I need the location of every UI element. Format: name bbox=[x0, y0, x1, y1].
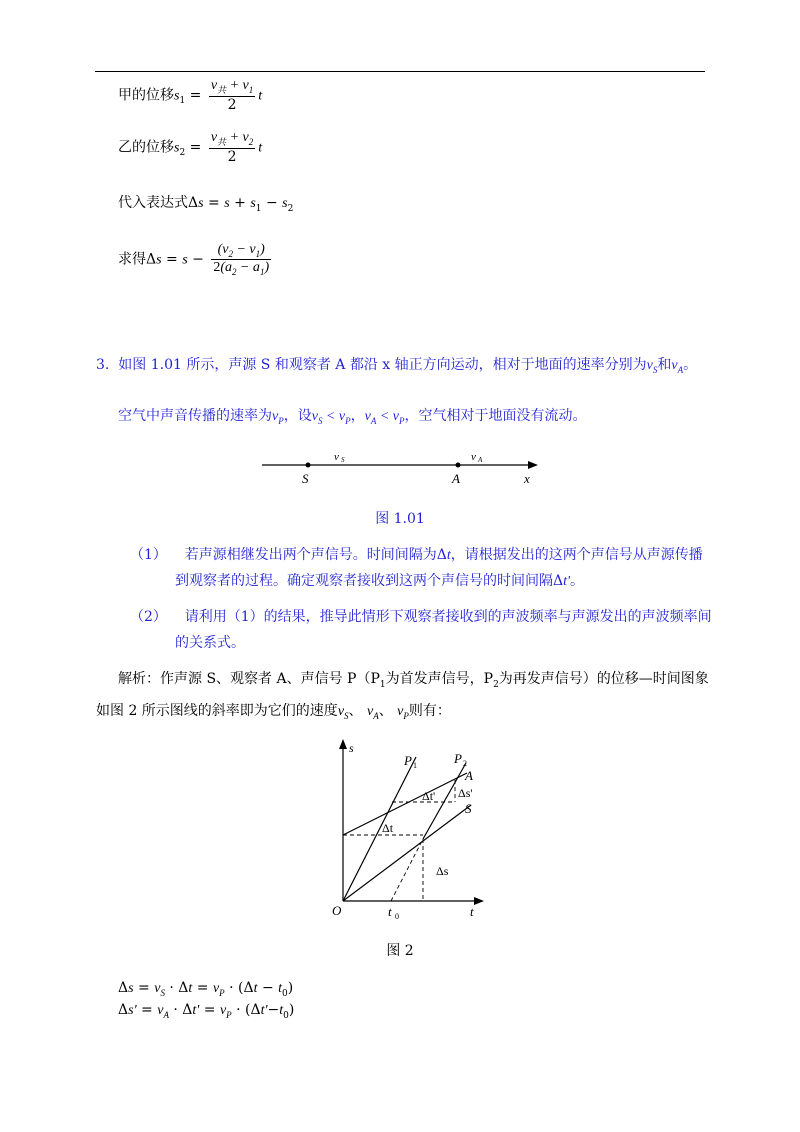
label-t0-sub: 0 bbox=[395, 912, 399, 921]
line-a bbox=[343, 773, 467, 835]
analysis-line2: 如图 2 所示图线的斜率即为它们的速度$v_S$、 $v_A$、 $v_P$则有： bbox=[96, 703, 451, 721]
label-a: A bbox=[465, 768, 473, 783]
question-2-line2: 的关系式。 bbox=[175, 635, 245, 651]
t-axis-arrowhead bbox=[474, 897, 484, 905]
x-axis-arrowhead bbox=[528, 461, 538, 469]
label-a: A bbox=[452, 471, 460, 486]
label-s: S bbox=[302, 471, 309, 486]
label-p1-sub: 1 bbox=[413, 761, 417, 770]
label-va: v bbox=[471, 451, 476, 463]
line-s bbox=[343, 805, 471, 901]
eq-s2: 乙的位移$s_2$ = $\frac{v_共 + v_2}{2}$ t bbox=[118, 130, 263, 165]
figure-2 bbox=[318, 735, 493, 925]
label-delta-t: Δt bbox=[382, 821, 394, 835]
label-p1: P bbox=[404, 753, 412, 768]
line-p2-dashed bbox=[391, 839, 423, 901]
label-vs-sub: S bbox=[341, 456, 345, 464]
s-axis-arrowhead bbox=[339, 739, 347, 749]
problem-3-line1: 3. 如图 1.01 所示，声源 S 和观察者 A 都沿 x 轴正方向运动，相对于地面的速率分别为$v_S$和$v_A$。 bbox=[96, 357, 698, 375]
figure-1-01 bbox=[258, 450, 548, 490]
label-t0: t bbox=[388, 904, 392, 919]
label-x: x bbox=[524, 471, 530, 486]
label-delta-t-prime: Δt' bbox=[422, 789, 436, 803]
label-p2-sub: 2 bbox=[463, 759, 467, 768]
header-rule bbox=[95, 71, 705, 72]
problem-3-line2: 空气中声音传播的速率为$v_P$，设$v_S < v_P$，$v_A < v_P$，空气相对于地面没有流动。 bbox=[118, 408, 587, 426]
label-s-axis: s bbox=[349, 741, 354, 755]
label-delta-s-prime: Δs' bbox=[458, 786, 473, 800]
eq-delta-s: 代入表达式$\Delta s = s + s_1 - s_2$ bbox=[118, 195, 294, 214]
observer-dot bbox=[456, 463, 461, 468]
label-delta-s: Δs bbox=[436, 864, 449, 878]
question-2-line1: （2） 请利用（1）的结果，推导此情形下观察者接收到的声波频率与声源发出的声波频率间 bbox=[130, 609, 712, 625]
label-t-axis: t bbox=[470, 904, 474, 919]
figure-1-01-caption: 图 1.01 bbox=[375, 511, 425, 527]
label-va-sub: A bbox=[478, 456, 483, 464]
eq-final-2: $\Delta s' = v_A \cdot \Delta t' = v_P \cdot (\Delta t'-t_0)$ bbox=[118, 1002, 295, 1021]
question-1-line2: 到观察者的过程。确定观察者接收到这两个声信号的时间间隔Δt'。 bbox=[175, 573, 585, 589]
question-1-line1: （1） 若声源相继发出两个声信号。时间间隔为Δt，请根据发出的这两个声信号从声源传播 bbox=[130, 547, 703, 563]
label-p2: P bbox=[454, 751, 462, 766]
label-origin: O bbox=[332, 903, 342, 918]
source-dot bbox=[306, 463, 311, 468]
eq-final-1: $\Delta s = v_S \cdot \Delta t = v_P \cdot (\Delta t - t_0)$ bbox=[118, 980, 294, 999]
eq-result: 求得Δs = s − $\frac{(v_2 - v_1)}{2(a_2 - a_1)}$ bbox=[118, 242, 270, 277]
figure-2-caption: 图 2 bbox=[386, 943, 414, 959]
label-vs: v bbox=[334, 451, 339, 463]
analysis-line1: 解析：作声源 S、观察者 A、声信号 $P(P_1$为首发声信号，$P_2$为再发声信号）的位移—时间图象 bbox=[118, 671, 709, 690]
eq-s1: 甲的位移$s_1$ = $\frac{v_共 + v_1}{2}$ t bbox=[118, 78, 263, 113]
label-s-line: S bbox=[465, 801, 472, 816]
